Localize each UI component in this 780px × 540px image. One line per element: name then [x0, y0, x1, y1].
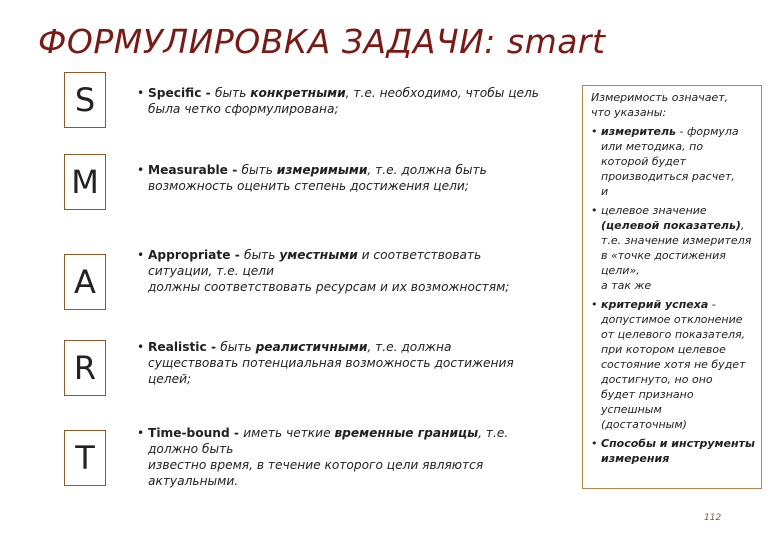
letter-box-s: S: [64, 72, 106, 128]
item-appropriate: [137, 247, 569, 295]
note-text: производиться расчет,: [601, 170, 735, 183]
item-line: актуальными.: [148, 474, 239, 488]
letter-box-t: T: [64, 430, 106, 486]
note-text: будет признано: [601, 388, 694, 401]
note-text: допустимое отклонение: [601, 313, 743, 326]
item-text: быть: [220, 340, 256, 354]
note-intro: Измеримость означает,: [591, 91, 729, 104]
item-text: быть: [214, 86, 251, 100]
bullet-icon: •: [137, 340, 145, 354]
item-line: должны соответствовать ресурсам и их возможностям;: [148, 280, 510, 294]
note-bold: Способы и инструменты: [601, 437, 755, 450]
bullet-icon: •: [137, 426, 145, 440]
item-text: иметь четкие: [243, 426, 335, 440]
note-text: и: [601, 185, 609, 198]
note-bullet-success: [591, 297, 755, 432]
note-text: - формула: [675, 125, 739, 138]
note-bullet-methods: [591, 436, 755, 466]
bullet-icon: •: [137, 248, 145, 262]
item-text: , т.е.: [478, 426, 509, 440]
item-timebound: [137, 425, 569, 489]
note-text: которой будет: [601, 155, 686, 168]
item-line: существовать потенциальная возможность достижения: [148, 356, 514, 370]
letter-box-a: A: [64, 254, 106, 310]
item-line: была четко сформулирована;: [148, 102, 339, 116]
note-bold: измеритель: [601, 125, 676, 138]
letter-box-r: R: [64, 340, 106, 396]
bullet-icon: •: [137, 163, 145, 177]
term-measurable: Measurable -: [148, 163, 242, 177]
letter-box-m: M: [64, 154, 106, 210]
note-text: -: [708, 298, 716, 311]
note-text: в «точке достижения: [601, 249, 726, 262]
note-text: от целевого показателя,: [601, 328, 746, 341]
note-text: успешным: [601, 403, 662, 416]
item-line: возможность оценить степень достижения цели;: [148, 179, 469, 193]
item-line: целей;: [148, 372, 192, 386]
item-line: должно быть: [148, 442, 234, 456]
item-measurable: [137, 162, 569, 194]
term-appropriate: Appropriate -: [148, 248, 245, 262]
item-realistic: [137, 339, 569, 387]
item-line: ситуации, т.е. цели: [148, 264, 275, 278]
measurability-note-box: [582, 85, 762, 489]
item-bold: измеримыми: [276, 163, 368, 177]
note-text: ,: [740, 219, 745, 232]
note-text: достигнуто, но оно: [601, 373, 713, 386]
term-timebound: Time-bound -: [148, 426, 244, 440]
note-bullet-measure: [591, 124, 755, 184]
item-bold: реалистичными: [255, 340, 368, 354]
note-bold: (целевой показатель): [601, 219, 741, 232]
note-text: (достаточным): [601, 418, 687, 431]
item-bold: уместными: [279, 248, 358, 262]
item-text: , т.е. необходимо, чтобы цель: [345, 86, 539, 100]
item-bold: конкретными: [250, 86, 346, 100]
note-bold: измерения: [601, 452, 670, 465]
note-text: или методика, по: [601, 140, 704, 153]
note-bullet-target: [591, 203, 755, 278]
note-text: целевое значение: [601, 204, 707, 217]
item-text: , т.е. должна: [367, 340, 452, 354]
note-text: а так же: [601, 279, 652, 292]
note-intro: что указаны:: [591, 106, 667, 119]
note-text: цели»,: [601, 264, 640, 277]
note-text: т.е. значение измерителя: [601, 234, 752, 247]
term-realistic: Realistic -: [148, 340, 221, 354]
item-text: , т.е. должна быть: [367, 163, 487, 177]
bullet-icon: •: [137, 86, 145, 100]
note-bold: критерий успеха: [601, 298, 709, 311]
item-specific: [137, 85, 569, 117]
item-bold: временные границы: [334, 426, 479, 440]
item-text: быть: [244, 248, 280, 262]
page-number: 112: [704, 513, 722, 523]
item-text: и соответствовать: [357, 248, 482, 262]
item-text: быть: [241, 163, 277, 177]
note-text: при котором целевое: [601, 343, 726, 356]
note-text: состояние хотя не будет: [601, 358, 746, 371]
item-line: известно время, в течение которого цели являются: [148, 458, 484, 472]
slide-title: ФОРМУЛИРОВКА ЗАДАЧИ: smart: [38, 22, 606, 61]
term-specific: Specific -: [148, 86, 215, 100]
